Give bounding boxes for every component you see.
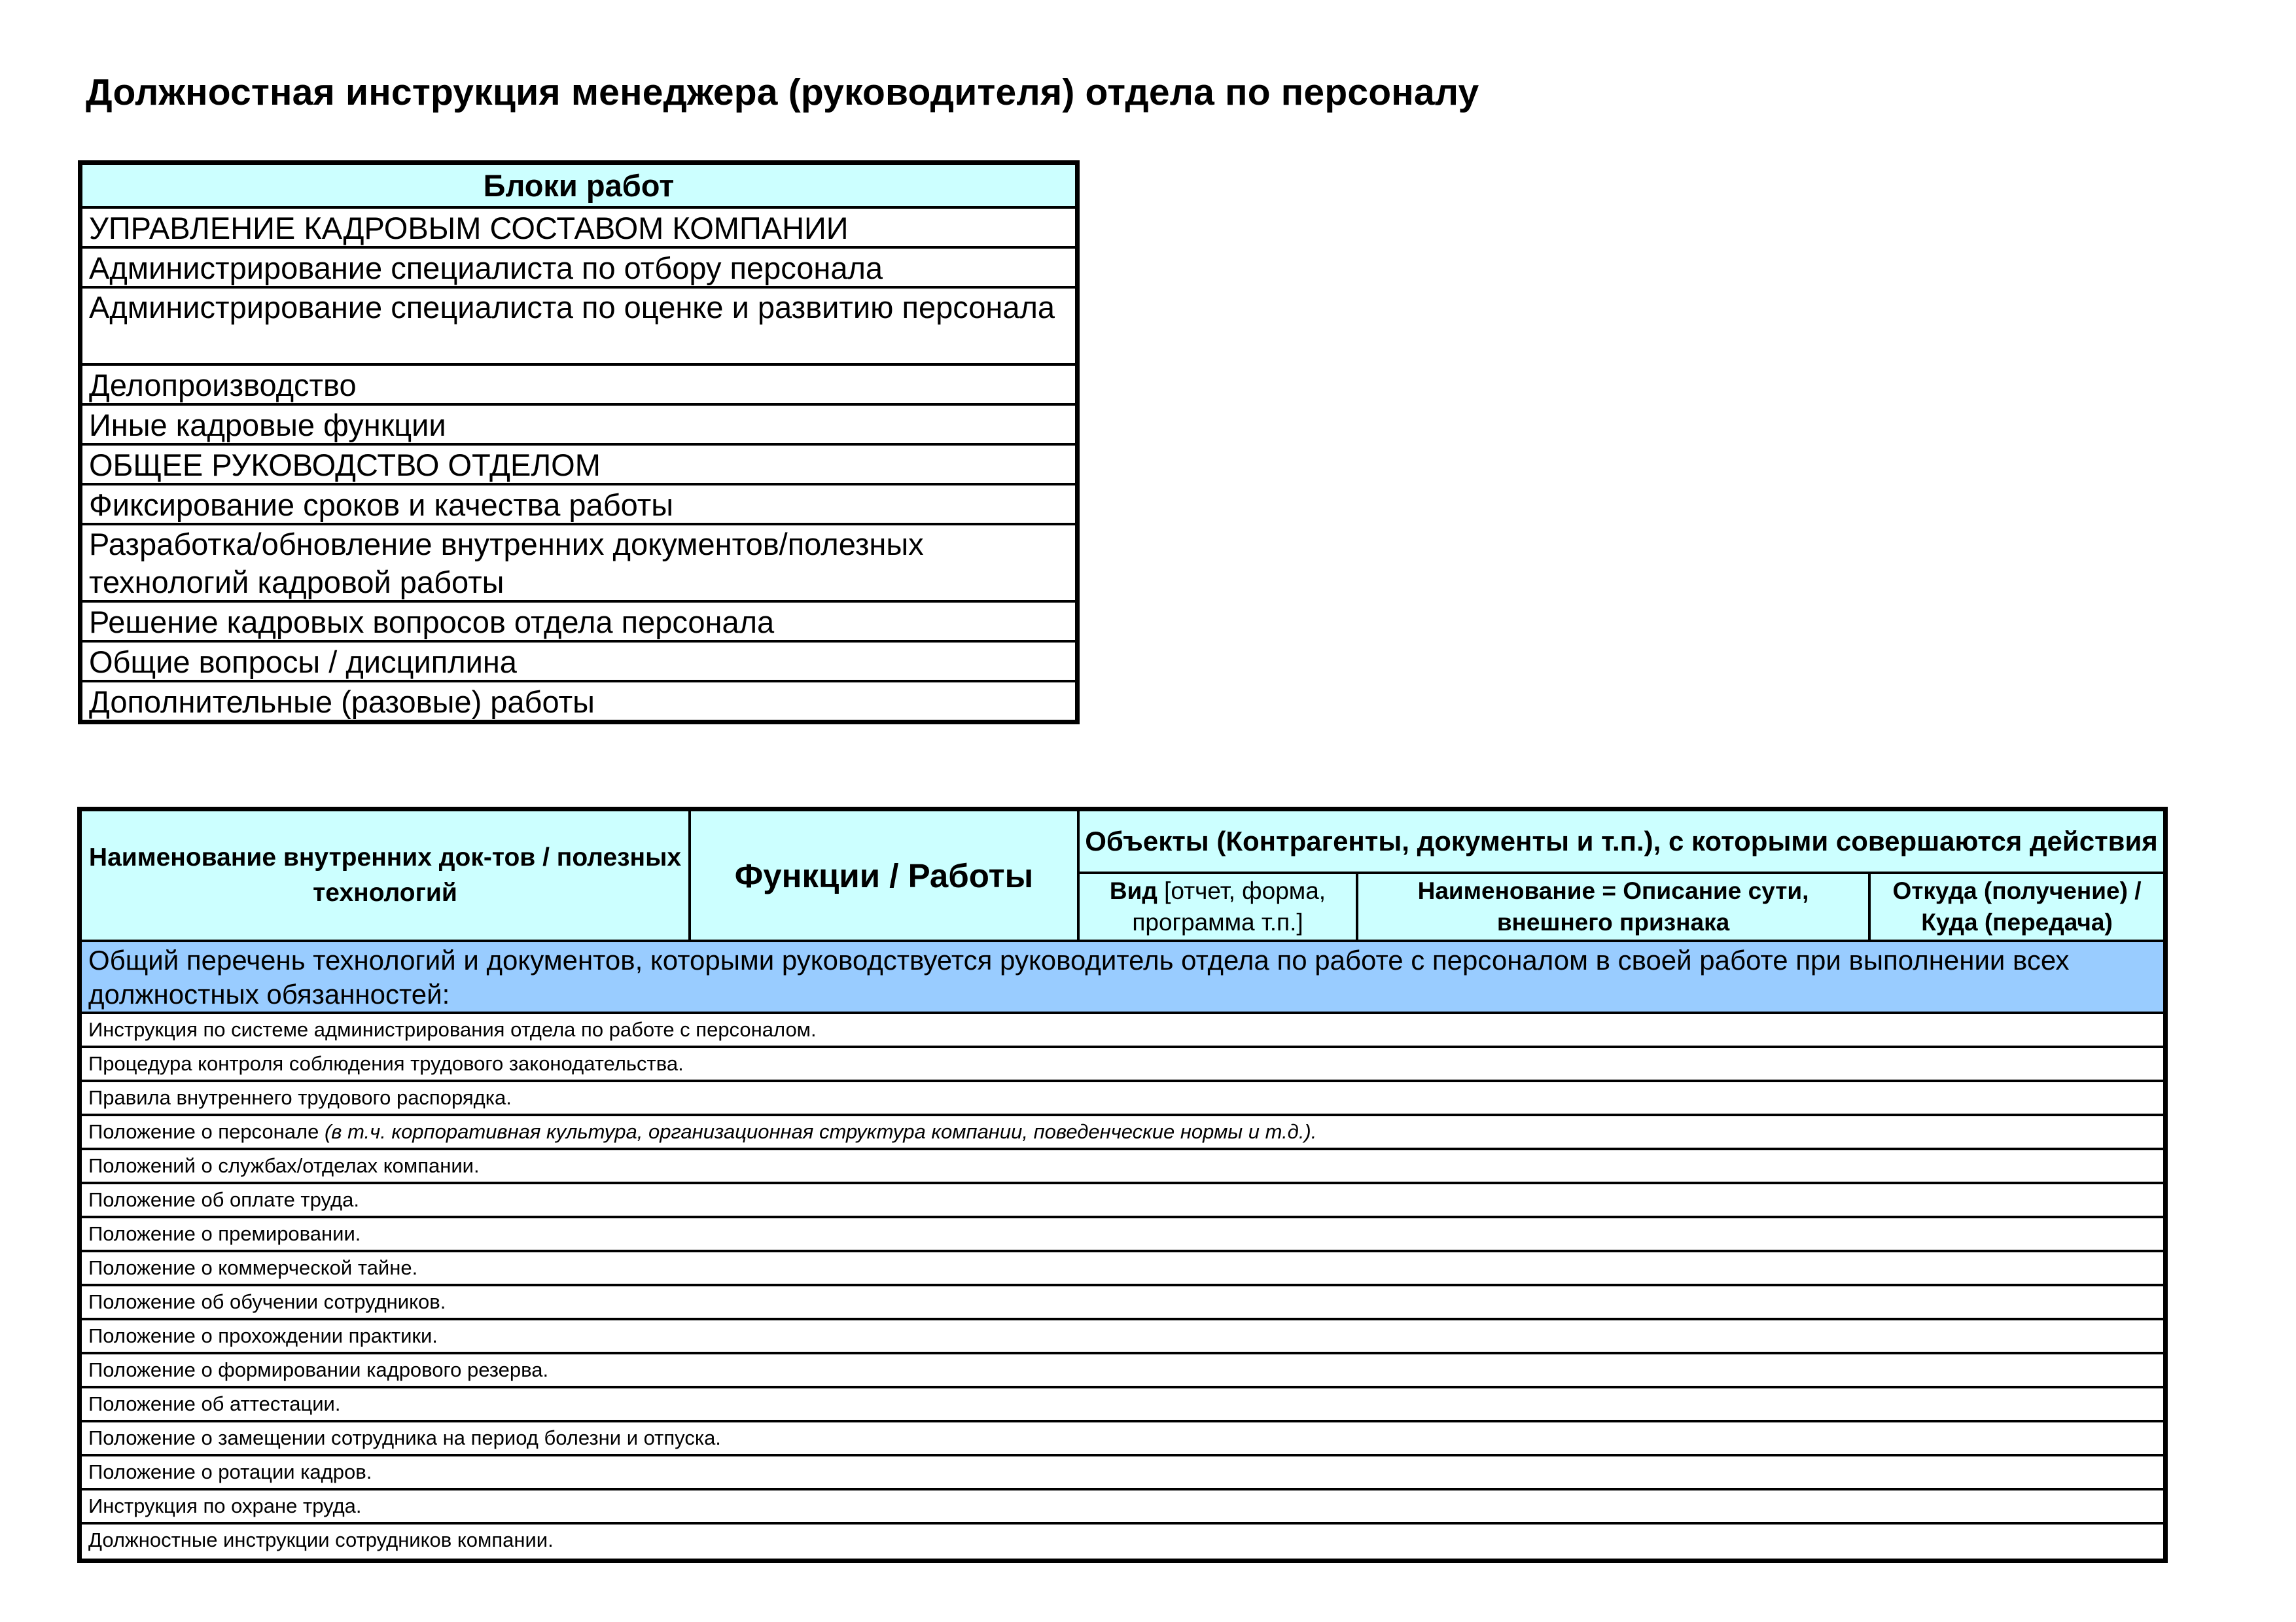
- documents-table: [77, 807, 2168, 1563]
- work-block-item: Администрирование специалиста по оценке и развитию персонала: [82, 286, 1075, 363]
- table-row: [82, 1116, 2163, 1150]
- work-blocks-header: Блоки работ: [82, 165, 1075, 206]
- column-header-from-to: Откуда (получение) / Куда (передача): [1871, 874, 2163, 940]
- table-row: Положение о премировании.: [82, 1218, 2163, 1252]
- table-row: Положение об оплате труда.: [82, 1184, 2163, 1218]
- work-block-item: Иные кадровые функции: [82, 403, 1075, 443]
- column-header-functions: Функции / Работы: [691, 811, 1080, 940]
- table-row: Положение о замещении сотрудника на период болезни и отпуска.: [82, 1422, 2163, 1456]
- column-header-objects: Объекты (Контрагенты, документы и т.п.), с которыми совершаются действия: [1080, 811, 2163, 874]
- objects-subheaders: [1080, 874, 2163, 940]
- table-row: Правила внутреннего трудового распорядка.: [82, 1082, 2163, 1116]
- work-block-item: Общие вопросы / дисциплина: [82, 640, 1075, 680]
- documents-table-header: [82, 811, 2163, 942]
- row-text-italic: (в т.ч. корпоративная культура, организационная структура компании, поведенческие нормы и т.д.).: [324, 1120, 1317, 1143]
- table-row: Инструкция по системе администрирования отдела по работе с персоналом.: [82, 1014, 2163, 1048]
- column-header-name: Наименование = Описание сути, внешнего признака: [1358, 874, 1871, 940]
- column-header-documents: Наименование внутренних док-тов / полезных технологий: [82, 811, 691, 940]
- work-block-item: Решение кадровых вопросов отдела персонала: [82, 600, 1075, 640]
- work-block-item: Фиксирование сроков и качества работы: [82, 483, 1075, 523]
- work-block-item: ОБЩЕЕ РУКОВОДСТВО ОТДЕЛОМ: [82, 443, 1075, 483]
- table-row: Положений о службах/отделах компании.: [82, 1150, 2163, 1184]
- type-hint: [отчет, форма, программа т.п.]: [1132, 877, 1326, 936]
- table-row: Положение о формировании кадрового резерва.: [82, 1354, 2163, 1388]
- table-row: Положение о коммерческой тайне.: [82, 1252, 2163, 1286]
- column-header-type: [1080, 874, 1358, 940]
- table-row: Инструкция по охране труда.: [82, 1490, 2163, 1525]
- table-row: Положение об обучении сотрудников.: [82, 1286, 2163, 1320]
- work-block-item: Дополнительные (разовые) работы: [82, 680, 1075, 720]
- row-text: Положение о персонале: [88, 1120, 325, 1143]
- work-blocks-table: [78, 160, 1080, 724]
- section-row: Общий перечень технологий и документов, которыми руководствуется руководитель отдела по работе с персоналом в своей работе при выполнении всех должностных обязанностей:: [82, 942, 2163, 1014]
- work-block-item: Администрирование специалиста по отбору персонала: [82, 246, 1075, 286]
- column-group-objects: [1080, 811, 2163, 940]
- work-block-item: Разработка/обновление внутренних документов/полезных технологий кадровой работы: [82, 523, 1075, 600]
- table-row: Процедура контроля соблюдения трудового законодательства.: [82, 1048, 2163, 1082]
- table-row: Положение о прохождении практики.: [82, 1320, 2163, 1354]
- work-block-item: Делопроизводство: [82, 363, 1075, 403]
- type-label: Вид: [1109, 877, 1157, 904]
- table-row: Положение об аттестации.: [82, 1388, 2163, 1422]
- work-block-item: УПРАВЛЕНИЕ КАДРОВЫМ СОСТАВОМ КОМПАНИИ: [82, 206, 1075, 246]
- table-row: Положение о ротации кадров.: [82, 1456, 2163, 1490]
- table-row: Должностные инструкции сотрудников компании.: [88, 1528, 554, 1551]
- page-title: Должностная инструкция менеджера (руководителя) отдела по персоналу: [86, 71, 1479, 113]
